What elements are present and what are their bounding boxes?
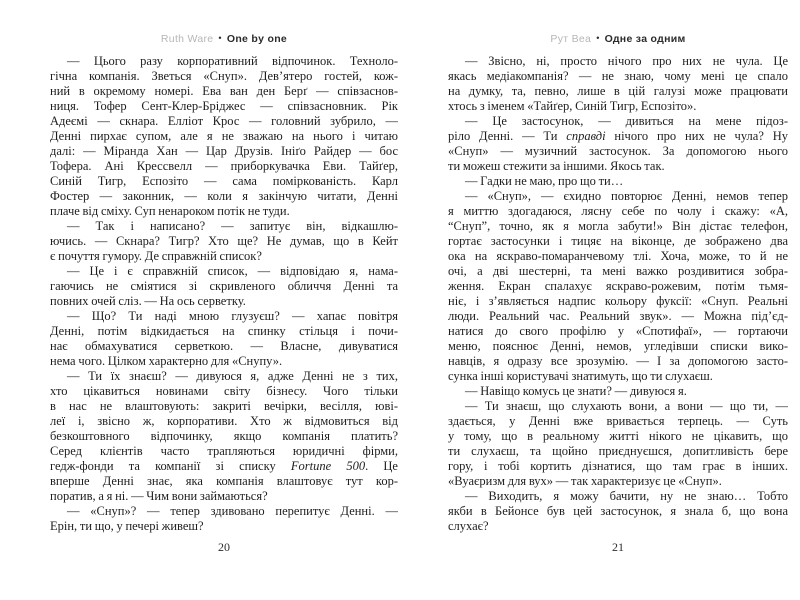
text-line: хто цікавиться новинами світу бізнесу. Чого тільки bbox=[50, 384, 398, 398]
text-line: — «Снуп»? — тепер здивовано перепитує Денні. — bbox=[67, 504, 398, 518]
text-line: — «Снуп», — єхидно повторює Денні, немов тепер bbox=[465, 189, 788, 203]
text-line: плаче від сміху. Суп ненароком потік не туди. bbox=[50, 204, 290, 218]
text-line: Денні пирхає супом, але я не зважаю на нього і читаю bbox=[50, 129, 398, 143]
text-line: навців, я одразу все зрозумію. — І за допомогою засто- bbox=[448, 354, 788, 368]
text-line: — Навіщо комусь це знати? — дивуюся я. bbox=[465, 384, 687, 398]
paragraph bbox=[448, 174, 788, 189]
text-line: є почуття гумору. Де справжній список? bbox=[50, 249, 262, 263]
text-line: очі, а дві шестерні, та мені важко роздивитися зобра- bbox=[448, 264, 788, 278]
paragraph bbox=[448, 489, 788, 534]
header-separator-right: • bbox=[596, 33, 600, 43]
text-line: гору, і тобі кортить дізнатися, що там грає в інших. bbox=[448, 459, 788, 473]
text-line: — Ти знаєш, що слухають вони, а вони — що ти, — bbox=[465, 399, 788, 413]
text-line: далі: — Міранда Хан — Цар Друзів. Ініґо Райдер — бос bbox=[50, 144, 398, 158]
author-name-right: Рут Веа bbox=[550, 33, 592, 45]
text-line: хтось з іменем «Тайґер, Синій Тигр, Еспозіто». bbox=[448, 99, 697, 113]
text-line: поратив, а я ні. — Чим вони займаються? bbox=[50, 489, 268, 503]
text-line: — Це застосунок, — дивиться на мене підоз- bbox=[465, 114, 788, 128]
text-line: Денні, потім відкидається на спинку стільця і почи- bbox=[50, 324, 398, 338]
paragraph bbox=[448, 384, 788, 399]
paragraph bbox=[50, 54, 398, 219]
paragraph bbox=[448, 54, 788, 114]
running-head-left bbox=[50, 33, 398, 45]
text-line: леї і, звісно ж, корпоративи. Хто ж відмовиться від bbox=[50, 414, 398, 428]
text-line: вперше Денні знає, яка компанія влаштовує тут кор- bbox=[50, 474, 398, 488]
text-line: «Вуаєризм для вух» — так характеризує це «Снуп». bbox=[448, 474, 722, 488]
text-line: Серед клієнтів часто трапляються юридичні фірми, bbox=[50, 444, 398, 458]
text-line: повних очей сліз. — На ось серветку. bbox=[50, 294, 246, 308]
page-text-left bbox=[50, 54, 398, 534]
text-line: Ерін, ти що, у печері живеш? bbox=[50, 519, 204, 533]
text-line: якби в Бейонсе був цей застосунок, я знала б, що вона bbox=[448, 504, 788, 518]
text-line: ючись. — Скнара? Тигр? Хто ще? Не думав, що в Кейт bbox=[50, 234, 398, 248]
text-line: — Виходить, я можу бачити, ну не знаю… Тобто bbox=[465, 489, 788, 503]
text-line: — Звісно, ні, просто нічого про них не чула. Це bbox=[465, 54, 788, 68]
text-line: — Гадки не маю, про що ти… bbox=[465, 174, 624, 188]
text-line: нає обмахуватися серветкою. — Власне, дивуватися bbox=[50, 339, 398, 353]
text-line: ріло Денні. — Ти справді нічого про них не чула? Ну bbox=[448, 129, 788, 143]
text-line: — Ти їх знаєш? — дивуюся я, адже Денні не з тих, bbox=[67, 369, 398, 383]
text-line: — Так і написано? — запитує він, відкашлю- bbox=[67, 219, 398, 233]
page-right bbox=[448, 0, 788, 600]
text-line: Тофера. Ані Крессвелл — приборкувачка Еви. Тайґер, bbox=[50, 159, 398, 173]
text-line: — Це і є справжній список, — відповідаю я, нама- bbox=[67, 264, 398, 278]
text-line: гедж-фонди та компанії зі списку Fortune 500. Це bbox=[50, 459, 398, 473]
text-line: Адеємі — скнара. Елліот Крос — головний зубрило, — bbox=[50, 114, 398, 128]
paragraph bbox=[448, 399, 788, 489]
text-line: ниця. Тофер Сент-Клер-Бріджес — співзасновник. Рік bbox=[50, 99, 398, 113]
text-line: ти можеш стежити за іншими. Якось так. bbox=[448, 159, 665, 173]
text-line: у тому, що в реальному житті нікого не цікавить, що bbox=[448, 429, 788, 443]
paragraph bbox=[448, 114, 788, 174]
page-text-right bbox=[448, 54, 788, 534]
book-title-left: One by one bbox=[226, 33, 288, 45]
paragraph bbox=[448, 189, 788, 384]
text-line: меню, пояснює Денні, немов, угледівши списки вико- bbox=[448, 339, 788, 353]
page-number-right: 21 bbox=[612, 540, 624, 554]
running-head-right bbox=[448, 33, 788, 45]
text-line: сунка інші користувачі знатимуть, що ти слухаєш. bbox=[448, 369, 713, 383]
paragraph bbox=[50, 309, 398, 369]
paragraph bbox=[50, 219, 398, 264]
text-line: в нас не влаштовують: закриті вечірки, весілля, юві- bbox=[50, 399, 398, 413]
text-line: люди. Реальний час. Реальний звук». — Можна під’єд- bbox=[448, 309, 788, 323]
text-line: — Цього разу корпоративний відпочинок. Техноло- bbox=[67, 54, 398, 68]
paragraph bbox=[50, 504, 398, 534]
text-line: Фостер — законник, — коли я закінчую читати, Денні bbox=[50, 189, 398, 203]
text-line: здається, у Денні вже вривається терпець. — Суть bbox=[448, 414, 788, 428]
header-separator-left: • bbox=[218, 33, 222, 43]
page-number-left: 20 bbox=[218, 540, 230, 554]
text-line: безкоштовного відпочинку, якщо компанія платить? bbox=[50, 429, 398, 443]
text-line: гаючись не сміятися зі скривленого обличчя Денні та bbox=[50, 279, 398, 293]
text-line: натися до свого профілю у «Спотифаї», — гортаючи bbox=[448, 324, 788, 338]
text-line: «Снуп» — музичний застосунок. За допомогою нього bbox=[448, 144, 788, 158]
text-line: гортає застосунки і тицяє на віконце, де зображено два bbox=[448, 234, 788, 248]
text-line: — Що? Ти наді мною глузуєш? — хапає повітря bbox=[67, 309, 398, 323]
text-line: Синій Тигр, Еспозіто — сама поміркованість. Карл bbox=[50, 174, 398, 188]
text-line: ний в окремому номері. Ева ван ден Берґ — співзаснов- bbox=[50, 84, 398, 98]
text-line: я миттю здогадаюся, лясну себе по чолу і скажу: «А, bbox=[448, 204, 788, 218]
page-left bbox=[50, 0, 398, 600]
paragraph bbox=[50, 369, 398, 504]
text-line: на думку, та, певно, лише в цій галузі може працювати bbox=[448, 84, 788, 98]
text-line: слухає? bbox=[448, 519, 489, 533]
text-line: якась медіакомпанія? — не знаю, чому мені це спало bbox=[448, 69, 788, 83]
text-line: ти слухаєш, та щойно приєднуєшся, допитливість бере bbox=[448, 444, 788, 458]
text-line: ніє, і з’являється надпис кольору фуксії: «Снуп. Реальні bbox=[448, 294, 788, 308]
text-line: “Снуп”, точно, як я могла забути!» Він дістає телефон, bbox=[448, 219, 788, 233]
text-line: ока на яскраво-помаранчевому тлі. Хоча, може, то й не bbox=[448, 249, 788, 263]
book-title-right: Одне за одним bbox=[604, 33, 686, 45]
paragraph bbox=[50, 264, 398, 309]
text-line: нема чого. Цілком характерно для «Снупу». bbox=[50, 354, 283, 368]
text-line: гічна компанія. Зветься «Снуп». Дев’ятеро гостей, кож- bbox=[50, 69, 398, 83]
text-line: ження. Екран спалахує яскраво-рожевим, потім тьмя- bbox=[448, 279, 788, 293]
author-name-left: Ruth Ware bbox=[160, 33, 214, 45]
